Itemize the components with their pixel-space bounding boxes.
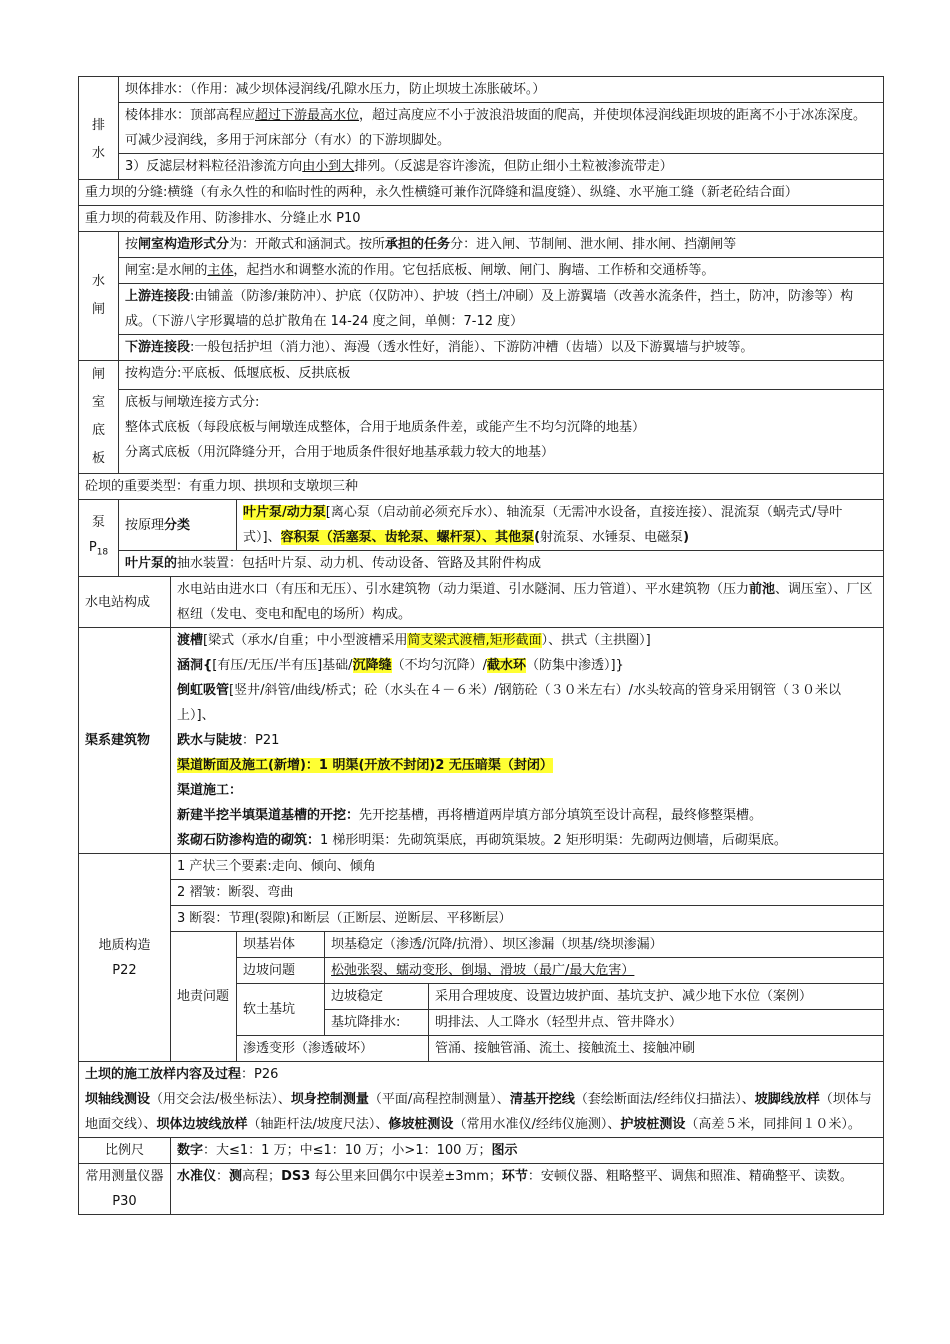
sluice-row-4: [79, 335, 884, 361]
pump-class-other-detail: 射流泵、水锤泵、电磁泵: [540, 530, 684, 545]
geo-attitude: 1 产状三个要素:走向、倾向、倾角: [171, 854, 884, 880]
sluice-floor-conn-title: 底板与闸墩连接方式分:: [125, 394, 260, 410]
sluice-types-b: 闸室构造形式分: [138, 237, 230, 252]
instr-content: [171, 1164, 884, 1215]
canal-culvert-e: 截水环: [486, 658, 526, 673]
pump-class-volumetric: 容积泵（活塞泵、齿轮泵、螺杆泵）、其他泵: [280, 530, 535, 545]
canal-culvert: [177, 653, 877, 678]
sluice-types-c: 为：开敞式和涵洞式。按所: [229, 237, 386, 252]
geo-k1: 坝基岩体: [237, 932, 325, 958]
pump-class-vane-detail: [离心泵（启动前必须充斥水）、轴流泵（无需冲水设备，直接连接）、混流泵（蜗壳式/导叶式）]、: [243, 505, 843, 545]
drain-prism: [119, 103, 884, 154]
canal-masonry-b: 1 梯形明渠：先砌筑渠底，再砌筑渠坡。2 矩形明渠：先砌两边侧墙，后砌渠底。: [320, 833, 787, 848]
geo-k3b: 基坑降排水:: [325, 1010, 429, 1036]
earth-steps: [85, 1087, 877, 1137]
geo-row-1: [79, 854, 884, 880]
geo-v1: 坝基稳定（渗透/沉降/抗滑）、坝区渗漏（坝基/绕坝渗漏）: [325, 932, 884, 958]
canal-section-text: 渠道断面及施工(新增)：1 明渠(开放不封闭)2 无压暗渠（封闭）: [177, 758, 553, 773]
gravity-loads: 重力坝的荷载及作用、防渗排水、分缝止水 P10: [79, 206, 884, 232]
earth-content: [79, 1062, 884, 1138]
geo-fracture: 3 断裂：节理(裂隙)和断层（正断层、逆断层、平移断层）: [171, 906, 884, 932]
instr-g: 环节: [501, 1169, 528, 1184]
scale-content: [171, 1138, 884, 1164]
drain-label-char-2: 水: [91, 146, 105, 161]
sluice-upstream: [119, 284, 884, 335]
scale-c: 图示: [491, 1143, 518, 1158]
sluice-floor-connection: [119, 389, 884, 473]
sluice-floor-types: 按构造分:平底板、低堰底板、反拱底板: [119, 361, 884, 390]
sluice-row-6: [79, 389, 884, 473]
earth-title: [85, 1062, 877, 1087]
sluice-upstream-a: 上游连接段: [125, 289, 191, 304]
geo-label-title: 地质构造: [98, 937, 151, 953]
instr-row: [79, 1164, 884, 1215]
hydro-content: [171, 577, 884, 628]
geo-label: [79, 854, 171, 1062]
canal-row: [79, 628, 884, 854]
pump-class-paren-open: (: [534, 530, 541, 545]
sluice-floor-char-2: 室: [91, 395, 105, 410]
earth-p8: （坝体与地面交线）、: [85, 1092, 872, 1132]
canal-culvert-b: [有压/无压/半有压]基础/: [212, 658, 353, 673]
dam-types-row: [79, 474, 884, 500]
canal-culvert-f: （防集中渗透）]}: [525, 658, 624, 673]
instr-e: DS3: [281, 1169, 311, 1184]
sluice-floor-char-1: 闸: [91, 367, 105, 382]
earth-p11: 修坡桩测设: [388, 1117, 454, 1132]
earth-p1: 坝轴线测设: [85, 1092, 151, 1107]
instr-h: ：安顿仪器、粗略整平、调焦和照准、精确整平、读数。: [527, 1169, 853, 1184]
gravity-loads-row: [79, 206, 884, 232]
canal-culvert-c: 沉降缝: [352, 658, 392, 673]
pump-label-char: 泵: [91, 515, 105, 531]
geo-issues-label: 地责问题: [171, 932, 237, 1062]
canal-section: [177, 753, 877, 778]
scale-label: 比例尺: [79, 1138, 171, 1164]
canal-masonry: [177, 828, 877, 853]
instr-b: ：: [216, 1169, 230, 1184]
earth-p7: 坡脚线放样: [754, 1092, 820, 1107]
scale-b: ：大≤1：1 万；中≤1：10 万；小>1：100 万；: [203, 1143, 492, 1158]
geo-v2-text: 松弛张裂、蠕动变形、倒塌、滑坡（最广/最大危害）: [331, 963, 635, 978]
drain-filter-c: 排列。（反滤是容许渗流，但防止细小土粒被渗流带走）: [354, 159, 673, 174]
canal-aqueduct-a: 渡槽: [177, 633, 204, 648]
drain-prism-text-c: ，超过高度应不小于波浪沿坡面的爬高，并使坝体浸润线距坝坡的距离不小于冰冻深度。可减少浸润线，多用于河床部分（有水）的下游坝脚处。: [125, 108, 867, 148]
instr-d: 高程；: [242, 1169, 282, 1184]
earth-title-a: 土坝的施工放样内容及过程: [85, 1067, 242, 1082]
geo-v4: 管涌、接触管涌、流土、接触流土、接触冲刷: [429, 1036, 884, 1062]
geo-v3b: 明排法、人工降水（轻型井点、管井降水）: [429, 1010, 884, 1036]
drain-label-char-1: 排: [91, 118, 105, 133]
geo-row-3: [79, 906, 884, 932]
instr-a: 水准仪: [177, 1169, 217, 1184]
sluice-floor-char-4: 板: [91, 451, 105, 466]
pump-page-sub: 18: [96, 547, 109, 558]
geo-row-2: [79, 880, 884, 906]
canal-aqueduct-b: [梁式（承水/自重；中小型渡槽采用: [203, 633, 408, 648]
pump-class-vane: 叶片泵/动力泵: [243, 505, 326, 520]
earth-title-b: ：P26: [241, 1067, 279, 1082]
sluice-chamber-b: 主体: [207, 263, 234, 278]
notes-page: [78, 76, 884, 1215]
dam-types: 砼坝的重要类型：有重力坝、拱坝和支墩坝三种: [79, 474, 884, 500]
drain-filter-underline: 由小到大: [302, 159, 355, 174]
canal-aqueduct: [177, 628, 877, 653]
sluice-types-a: 按: [125, 237, 139, 252]
canal-culvert-d: （不均匀沉降）/: [391, 658, 487, 673]
earth-p4: （平面/高程控制测量）、: [368, 1092, 510, 1107]
sluice-types-d: 承担的任务: [385, 237, 451, 252]
canal-siphon: [177, 678, 877, 728]
sluice-row-2: [79, 258, 884, 284]
canal-label-text: 渠系建筑物: [85, 733, 151, 748]
sluice-floor-char-3: 底: [91, 423, 105, 438]
drain-dam-body: 坝体排水：（作用：减少坝体浸润线/孔隙水压力，防止坝坡土冻胀破坏。）: [119, 77, 884, 103]
drain-filter: [119, 154, 884, 180]
canal-construction: [177, 778, 877, 803]
pump-by-a: 按原理: [125, 517, 165, 533]
pump-page: P: [88, 540, 97, 556]
drain-row-3: [79, 154, 884, 180]
drain-label: [79, 77, 119, 180]
pump-by-principle: [119, 500, 237, 551]
canal-culvert-a: 涵洞{: [177, 658, 213, 673]
drain-row-1: [79, 77, 884, 103]
earth-p10: （轴距杆法/坡度尺法）、: [247, 1117, 389, 1132]
canal-siphon-b: [竖井/斜管/曲线/桥式；砼（水头在４－６米）/钢筋砼（３０米左右）/水头较高的管身采用钢管（３０米以上）]、: [177, 683, 841, 723]
hydro-b: 前池: [749, 582, 776, 597]
pump-device-a: 叶片泵的: [125, 556, 178, 571]
earth-row: [79, 1062, 884, 1138]
instr-c: 测: [229, 1169, 243, 1184]
hydro-c: 、调压室）、厂区枢纽（发电、变电和配电的场所）构成。: [177, 582, 873, 622]
canal-masonry-a: 浆砌石防渗构造的砌筑：: [177, 833, 321, 848]
geo-label-page: P22: [112, 962, 137, 978]
earth-p13: 护坡桩测设: [620, 1117, 686, 1132]
pump-classes: [237, 500, 884, 551]
canal-siphon-a: 倒虹吸管: [177, 683, 230, 698]
drain-filter-a: 3）反滤层材料粒径沿渗流方向: [125, 159, 303, 174]
canal-construction-text: 渠道施工：: [177, 783, 243, 798]
sluice-chamber-a: 闸室:是水闸的: [125, 263, 208, 278]
hydro-label: 水电站构成: [79, 577, 171, 628]
sluice-downstream: [119, 335, 884, 361]
hydro-a: 水电站由进水口（有压和无压）、引水建筑物（动力渠道、引水隧洞、压力管道）、平水建筑物（压力: [177, 582, 750, 597]
geo-k2: 边坡问题: [237, 958, 325, 984]
sluice-floor-conn-separate: 分离式底板（用沉降缝分开，合用于地质条件很好地基承载力较大的地基）: [125, 444, 555, 460]
gravity-joints: 重力坝的分缝:横缝（有永久性的和临时性的两种，永久性横缝可兼作沉降缝和温度缝）、纵缝、水平施工缝（新老砼结合面）: [79, 180, 884, 206]
canal-content: [171, 628, 884, 854]
canal-drop-a: 跌水与陡坡: [177, 733, 243, 748]
earth-p6: （套绘断面法/经纬仪扫描法）、: [574, 1092, 755, 1107]
geo-v2: [325, 958, 884, 984]
sluice-label-char-2: 闸: [91, 302, 105, 317]
earth-p12: （常用水准仪/经纬仪施测）、: [453, 1117, 621, 1132]
geo-k3a: 边坡稳定: [325, 984, 429, 1010]
drain-prism-underline: 超过下游最高水位: [255, 108, 360, 123]
sluice-chamber-c: ，起挡水和调整水流的作用。它包括底板、闸墩、闸门、胸墙、工作桥和交通桥等。: [233, 263, 715, 278]
gravity-joints-row: [79, 180, 884, 206]
instr-f: 每公里来回偶尔中误差±3mm；: [310, 1169, 502, 1184]
drain-prism-text-a: 棱体排水：顶部高程应: [125, 108, 256, 123]
earth-p3: 坝身控制测量: [290, 1092, 369, 1107]
canal-drop: [177, 728, 877, 753]
earth-p5: 清基开挖线: [509, 1092, 575, 1107]
drain-row-2: [79, 103, 884, 154]
canal-label: [79, 628, 171, 854]
pump-class-paren-close: ): [683, 530, 690, 545]
earth-p9: 坝体边坡线放样: [156, 1117, 248, 1132]
earth-p14: （高差５米，同排间１０米）。: [685, 1117, 861, 1132]
scale-row: [79, 1138, 884, 1164]
hydro-row: [79, 577, 884, 628]
geo-k3: 软土基坑: [237, 984, 325, 1036]
notes-table: [78, 76, 884, 1215]
sluice-floor-conn-integral: 整体式底板（每段底板与闸墩连成整体，合用于地质条件差，或能产生不均匀沉降的地基）: [125, 419, 646, 435]
sluice-floor-label: [79, 361, 119, 474]
sluice-downstream-b: :一般包括护坦（消力池）、海漫（透水性好，消能）、下游防冲槽（齿墙）以及下游翼墙与护坡等。: [190, 340, 754, 355]
sluice-label-char-1: 水: [91, 274, 105, 289]
canal-aqueduct-d: ）、拱式（主拱圈）]: [541, 633, 651, 648]
canal-excavation: [177, 803, 877, 828]
sluice-types-e: 分：进入闸、节制闸、泄水闸、排水闸、挡潮闸等: [450, 237, 737, 252]
canal-excavation-b: 先开挖基槽，再将槽道两岸填方部分填筑至设计高程，最终修整渠槽。: [359, 808, 763, 823]
canal-aqueduct-c: 简支梁式渡槽,矩形截面: [407, 633, 542, 648]
geo-k4: 渗透变形（渗透破坏）: [237, 1036, 429, 1062]
pump-row-2: [79, 551, 884, 577]
geo-v3a: 采用合理坡度、设置边坡护面、基坑支护、减少地下水位（案例）: [429, 984, 884, 1010]
geo-row-4: [79, 932, 884, 958]
sluice-upstream-b: :由铺盖（防渗/兼防冲）、护底（仅防冲）、护坡（挡土/冲刷）及上游翼墙（改善水流条件，挡土，防冲，防渗等）构成。（下游八字形翼墙的总扩散角在 14-24 度之间，单侧：7-12 度）: [125, 289, 854, 329]
sluice-types: [119, 232, 884, 258]
pump-by-b: 分类: [164, 517, 191, 533]
geo-fold: 2 褶皱：断裂、弯曲: [171, 880, 884, 906]
canal-excavation-a: 新建半挖半填渠道基槽的开挖：: [177, 808, 360, 823]
scale-a: 数字: [177, 1143, 204, 1158]
instr-label: 常用测量仪器 P30: [79, 1164, 171, 1215]
pump-device: [119, 551, 884, 577]
sluice-row-3: [79, 284, 884, 335]
sluice-downstream-a: 下游连接段: [125, 340, 191, 355]
sluice-row-5: [79, 361, 884, 390]
pump-label: [79, 500, 119, 577]
sluice-chamber: [119, 258, 884, 284]
pump-row-1: [79, 500, 884, 551]
earth-p2: （用交会法/极坐标法）、: [150, 1092, 291, 1107]
sluice-label: [79, 232, 119, 361]
canal-drop-b: ：P21: [242, 733, 280, 748]
pump-device-b: 抽水装置：包括叶片泵、动力机、传动设备、管路及其附件构成: [177, 556, 542, 571]
sluice-row-1: [79, 232, 884, 258]
